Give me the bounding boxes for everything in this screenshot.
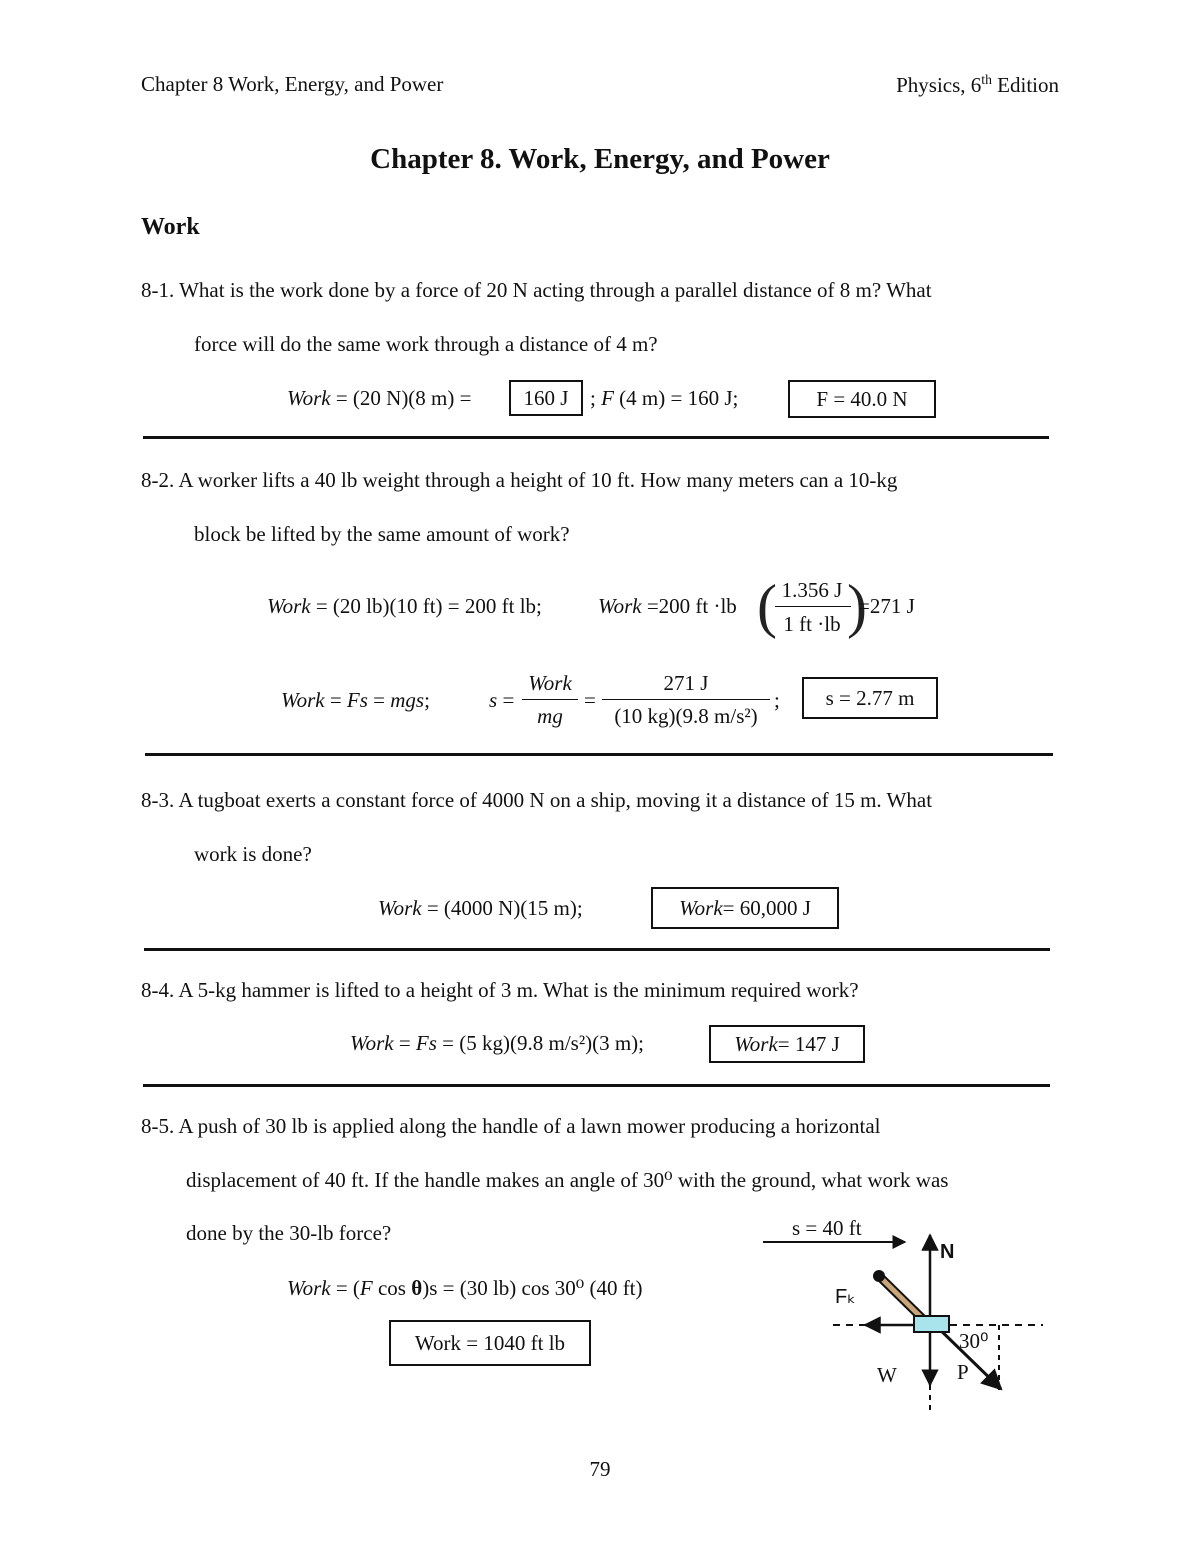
frac-mg — [520, 704, 580, 729]
var-work: Work — [734, 1031, 778, 1056]
handle-grip — [873, 1270, 885, 1282]
var-work: Work — [287, 386, 331, 410]
label-normal: N — [940, 1241, 955, 1263]
eq-text: (4 m) = 160 J; — [613, 386, 739, 410]
label-angle: 30⁰ — [959, 1329, 989, 1353]
frac-271j: 271 J — [663, 671, 709, 695]
eq-text: = (5 kg)(9.8 m/s²)(3 m); — [436, 1031, 645, 1055]
var-work: Work — [528, 671, 572, 695]
label-friction: Fₖ — [835, 1286, 856, 1308]
problem-8-3-line1: 8-3. A tugboat exerts a constant force of 4000 N on a ship, moving it a distance of 15 m. What — [141, 788, 933, 812]
header-edition-sup: th — [981, 72, 992, 87]
answer-box-147j — [709, 1025, 865, 1063]
label-push: P — [957, 1360, 969, 1384]
problem-8-1-equation — [287, 386, 471, 411]
running-header-right — [896, 72, 1059, 98]
problem-8-1-line2: force will do the same work through a distance of 4 m? — [194, 332, 658, 356]
var-work: Work — [598, 594, 642, 618]
var-fs: Fs — [415, 1031, 437, 1055]
var-f: F — [359, 1276, 373, 1300]
eq-text: =200 ft ·lb — [641, 594, 737, 618]
problem-8-5-equation — [287, 1276, 643, 1301]
eq-text: = 60,000 J — [722, 895, 811, 920]
mower-block — [914, 1316, 949, 1332]
frac-work — [520, 671, 580, 696]
answer-box-40n: F = 40.0 N — [788, 380, 936, 418]
frac-denominator: (10 kg)(9.8 m/s²) — [614, 704, 758, 728]
eq-text: = ( — [330, 1276, 360, 1300]
page-number: 79 — [589, 1457, 611, 1481]
lawn-mower-free-body-diagram — [755, 1205, 1055, 1420]
paren-right: ) — [847, 573, 867, 639]
eq-sign: = — [584, 688, 596, 712]
problem-8-5-line3: done by the 30-lb force? — [186, 1221, 392, 1245]
running-header-left: Chapter 8 Work, Energy, and Power — [141, 72, 444, 96]
problem-8-4-equation — [350, 1031, 644, 1056]
label-weight: W — [877, 1363, 897, 1387]
label-displacement: s = 40 ft — [792, 1216, 862, 1240]
var-work: Work — [350, 1031, 394, 1055]
problem-8-2-line1: 8-2. A worker lifts a 40 lb weight through a height of 10 ft. How many meters can a 10-kg — [141, 468, 898, 492]
problem-8-5-line2: displacement of 40 ft. If the handle makes an angle of 30⁰ with the ground, what work was — [186, 1168, 949, 1192]
eq-text: = — [393, 1031, 416, 1055]
var-fs: Fs — [346, 688, 368, 712]
eq-text: = — [324, 688, 347, 712]
divider — [143, 1084, 1050, 1087]
fraction-bar — [775, 606, 851, 607]
eq-text: = (20 N)(8 m) = — [330, 386, 472, 410]
var-work: Work — [378, 896, 422, 920]
answer-box-277m: s = 2.77 m — [802, 677, 938, 719]
eq-text: = — [367, 688, 391, 712]
problem-8-5-line1: 8-5. A push of 30 lb is applied along the handle of a lawn mower producing a horizontal — [141, 1114, 881, 1138]
problem-8-2-line2: block be lifted by the same amount of work? — [194, 522, 570, 546]
answer-box-1040ftlb: Work = 1040 ft lb — [389, 1320, 591, 1366]
fraction-bar — [522, 699, 578, 700]
conversion-numerator: 1.356 J — [781, 578, 843, 602]
eq-semi: ; — [774, 688, 780, 712]
answer-box-160j: 160 J — [509, 380, 583, 416]
problem-8-1-line1: 8-1. What is the work done by a force of 20 N acting through a parallel distance of 8 m? What — [141, 278, 932, 302]
header-edition: Physics, 6 — [896, 73, 982, 97]
var-theta: θ — [411, 1276, 423, 1300]
var-work: Work — [679, 895, 723, 920]
problem-8-3-line2: work is done? — [194, 842, 312, 866]
answer-box-60000j — [651, 887, 839, 929]
var-work: Work — [267, 594, 311, 618]
var-work: Work — [287, 1276, 331, 1300]
problem-8-2-equation-2 — [281, 688, 430, 713]
chapter-title: Chapter 8. Work, Energy, and Power — [370, 143, 830, 175]
divider — [145, 753, 1053, 756]
var-s: s — [489, 688, 498, 712]
fraction-bar — [602, 699, 770, 700]
var-f: F — [601, 386, 614, 410]
divider — [143, 436, 1049, 439]
eq-text: )s = (30 lb) cos 30⁰ (40 ft) — [422, 1276, 643, 1300]
eq-sep: ; — [590, 386, 602, 410]
var-mg: mg — [537, 704, 563, 728]
eq-text: cos — [372, 1276, 412, 1300]
section-heading: Work — [141, 214, 200, 240]
eq-text: = (20 lb)(10 ft) = 200 ft lb; — [310, 594, 542, 618]
conversion-denominator: 1 ft ·lb — [783, 612, 841, 636]
divider — [144, 948, 1050, 951]
eq-text: = 147 J — [777, 1031, 840, 1056]
eq-text: = — [497, 688, 515, 712]
eq-text: = (4000 N)(15 m); — [421, 896, 583, 920]
paren-left: ( — [757, 573, 777, 639]
var-mgs: mgs — [390, 688, 425, 712]
problem-8-1-equation-2 — [590, 386, 738, 411]
problem-8-4-line1: 8-4. A 5-kg hammer is lifted to a height of 3 m. What is the minimum required work? — [141, 978, 859, 1002]
s-equals — [489, 688, 514, 713]
eq-text: ; — [424, 688, 430, 712]
header-edition-suffix: Edition — [991, 73, 1059, 97]
problem-8-2-conversion — [598, 594, 737, 619]
problem-8-2-equation-1 — [267, 594, 542, 619]
problem-8-3-equation — [378, 896, 583, 921]
conversion-result: =271 J — [858, 594, 915, 618]
var-work: Work — [281, 688, 325, 712]
